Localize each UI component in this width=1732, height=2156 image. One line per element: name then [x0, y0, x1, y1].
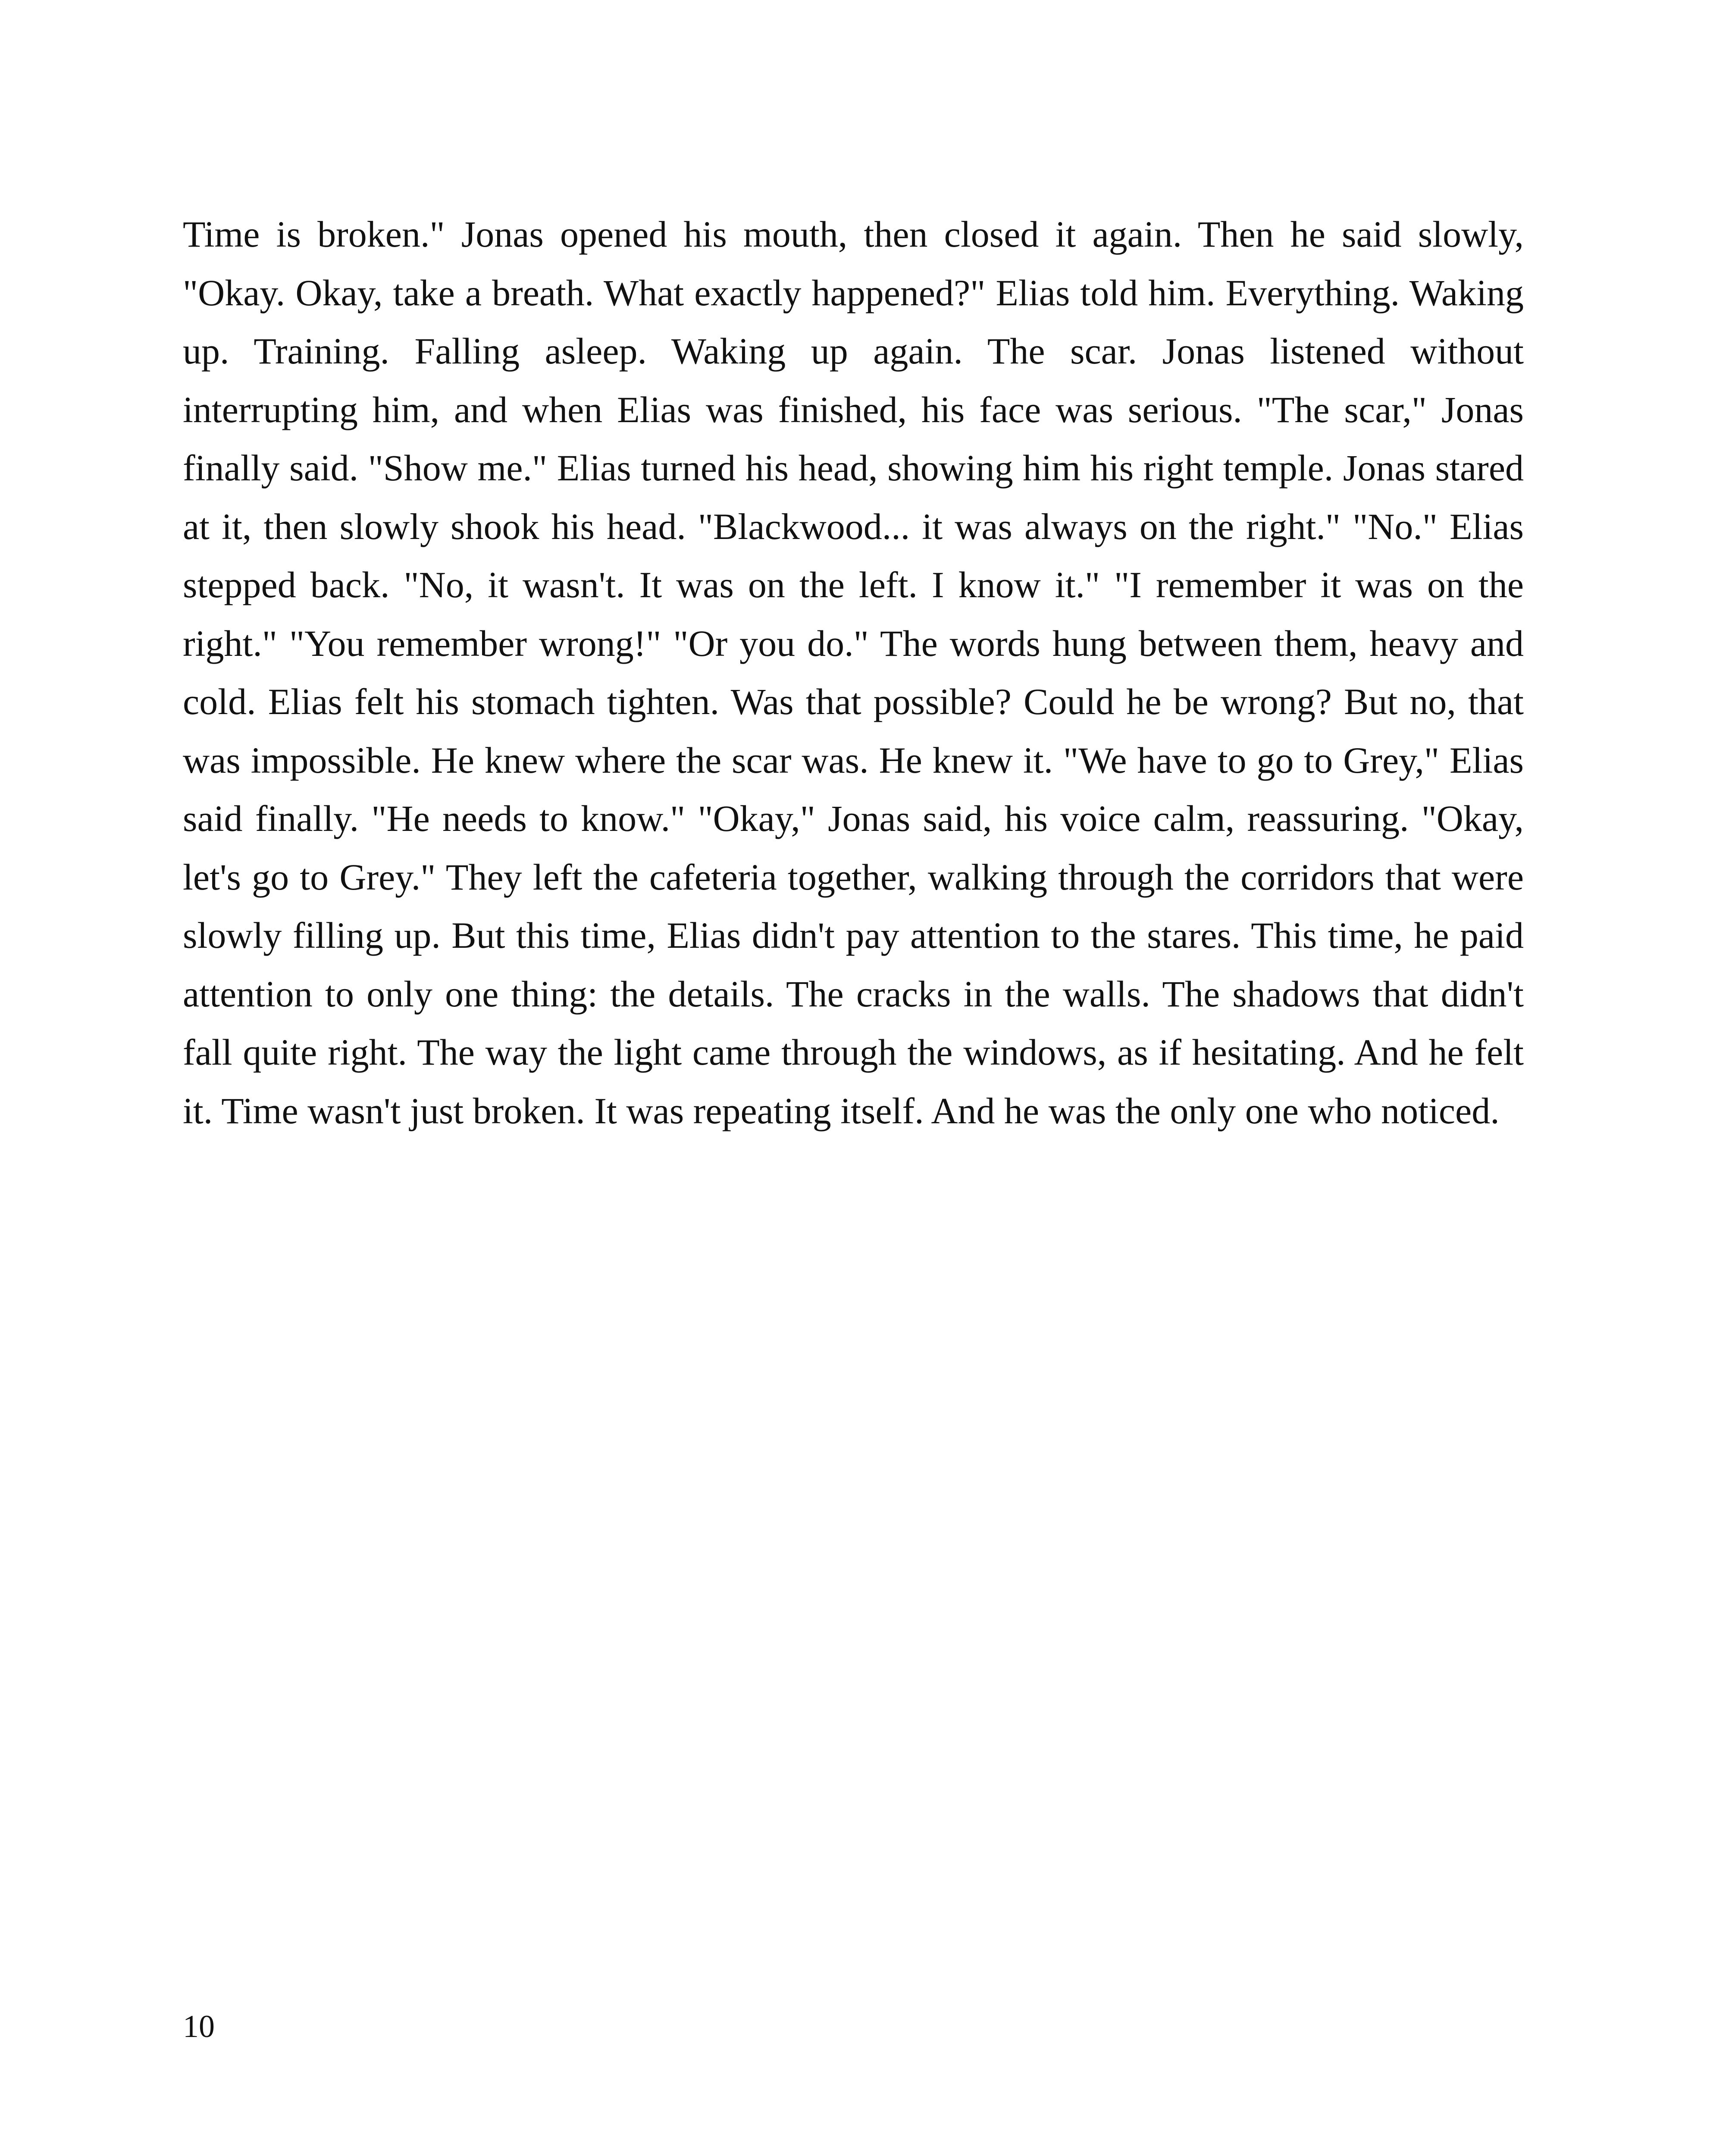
- body-paragraph: Time is broken." Jonas opened his mouth, then closed it again. Then he said slowly, "Okay. Okay, take a breath. What exactly happened?" Elias told him. Everything. Waking up. Training. Falling asleep. Waking up again. The scar. Jonas listened without interrupting him, and when Elias was finished, his face was serious. "The scar," Jonas finally said. "Show me." Elias turned his head, showing him his right temple. Jonas stared at it, then slowly shook his head. "Blackwood... it was always on the right." "No." Elias stepped back. "No, it wasn't. It was on the left. I know it." "I remember it was on the right." "You remember wrong!" "Or you do." The words hung between them, heavy and cold. Elias felt his stomach tighten. Was that possible? Could he be wrong? But no, that was impossible. He knew where the scar was. He knew it. "We have to go to Grey," Elias said finally. "He needs to know." "Okay," Jonas said, his voice calm, reassuring. "Okay, let's go to Grey." They left the cafeteria together, walking through the corridors that were slowly filling up. But this time, Elias didn't pay attention to the stares. This time, he paid attention to only one thing: the details. The cracks in the walls. The shadows that didn't fall quite right. The way the light came through the windows, as if hesitating. And he felt it. Time wasn't just broken. It was repeating itself. And he was the only one who noticed.: [183, 213, 1524, 1131]
- page-number: 10: [183, 2009, 215, 2044]
